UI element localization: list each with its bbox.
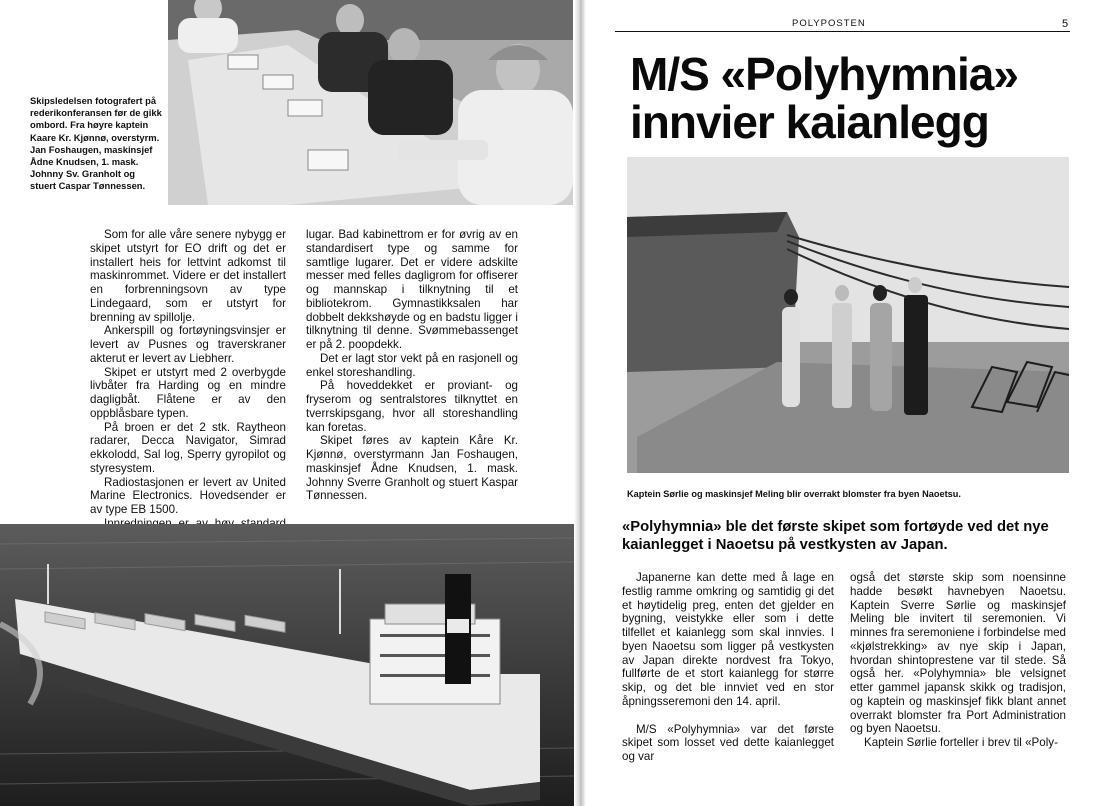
paragraph: Japanerne kan dette med å lage en festlig ramme omkring og samtidig gi det et høytidelig preg, enten det gjelder en bygning, veistykke eller som i dette tilfellet et kaianlegg som skal innvies. I byen Naoetsu som ligger på vestkysten av Japan direkte nordvest fra Tokyo, fullførte de et stort kaianlegg for større skip, og det ble innviet ved en stor åpningsseremoni den 14. april.	[622, 571, 834, 708]
headline-line-2: innvier kaianlegg	[630, 96, 989, 148]
article-lead: «Polyhymnia» ble det første skipet som fortøyde ved det nye kaianlegget i Naoetsu på vestkysten av Japan.	[622, 519, 1049, 553]
ceremony-photo	[627, 157, 1069, 473]
paragraph: Skipet er utstyrt med 2 overbygde livbåter fra Harding og en mindre dagligbåt. Flåtene er av den oppblåsbare typen.	[90, 365, 286, 420]
headline-line-1: M/S «Polyhymnia»	[630, 48, 1018, 100]
conference-photo	[168, 0, 573, 205]
article-headline	[630, 50, 1070, 146]
page-gutter	[574, 0, 586, 806]
ceremony-photo-caption: Kaptein Sørlie og maskinsjef Meling blir overrakt blomster fra byen Naoetsu.	[627, 489, 961, 499]
page-number: 5	[1062, 18, 1069, 30]
ship-photo	[0, 524, 574, 806]
paragraph: Kaptein Sørlie forteller i brev til «Poly-	[864, 736, 1058, 749]
paragraph: Skipet føres av kaptein Kåre Kr. Kjønnø, overstyrmann Jan Foshaugen, maskinsjef Ådne Knudsen, 1. mask. Johnny Sverre Granholt og stuert Kaspar Tønnessen.	[306, 434, 518, 503]
paragraph: også det største skip som noensinne hadde besøkt havnebyen Naoetsu. Kaptein Sverre Sørlie og maskinsjef Meling ble invitert til seremonien. Vi minnes fra seremoniene i forbindelse med «kjølstrekking» av nye skip i Japan, hvordan shintoprestene var til stede. Så også her. «Polyhymnia» ble velsignet etter gammel japansk skikk og tradisjon, og kaptein og maskinsjef fikk blant annet overrakt blomster fra Port Administration og byen Naoetsu.	[850, 571, 1066, 736]
paragraph: Som for alle våre senere nybygg er skipet utstyrt for EO drift og det er installert heis for lettvint adkomst til maskinrommet. Videre er det installert en forbrenningsovn av type Lindegaard, som er utstyrt for brenning av spillolje.	[90, 228, 286, 324]
left-page-column-1	[90, 228, 286, 558]
paragraph: M/S «Polyhymnia» var det første skipet som losset ved dette kaianlegget og var	[622, 722, 834, 763]
paragraph: På hoveddekket er proviant- og fryserom og sentralstores tilknyttet en tverrskipsgang, hvor all storeshandling kan foretas.	[306, 379, 518, 434]
right-page-column-1	[622, 571, 834, 764]
header-rule	[615, 31, 1070, 32]
right-page-column-2	[850, 571, 1066, 750]
paragraph: Ankerspill og fortøyningsvinsjer er levert av Pusnes og traverskraner akterut er levert av Liebherr.	[90, 324, 286, 365]
left-page-column-2	[306, 228, 518, 503]
running-head: POLYPOSTEN	[792, 18, 866, 29]
paragraph: lugar. Bad kabinettrom er for øvrig av en standardisert type og samme for samtlige lugarer. Det er videre adskilte messer med felles dagligrom for offiserer og mannskap i tilknytning til et bibliotekrom. Gymnastikksalen har dobbelt dekkshøyde og en badstu ligger i tilknytning til denne. Svømmebassenget er på 2. poopdekk.	[306, 228, 518, 351]
conference-photo-caption: Skipsledelsen fotografert på rederikonferansen før de gikk ombord. Fra høyre kaptein Kaare Kr. Kjønnø, overstyrm. Jan Foshaugen, maskinsjef Ådne Knudsen, 1. mask. Johnny Sv. Granholt og stuert Caspar Tønnessen.	[30, 95, 162, 192]
paragraph: Det er lagt stor vekt på en rasjonell og enkel storeshandling.	[306, 351, 518, 379]
paragraph: Radiostasjonen er levert av United Marine Electronics. Hovedsender er av type EB 1500.	[90, 475, 286, 516]
paragraph: På broen er det 2 stk. Raytheon radarer, Decca Navigator, Simrad ekkolodd, Sal log, Sperry gyropilot og styresystem.	[90, 420, 286, 475]
